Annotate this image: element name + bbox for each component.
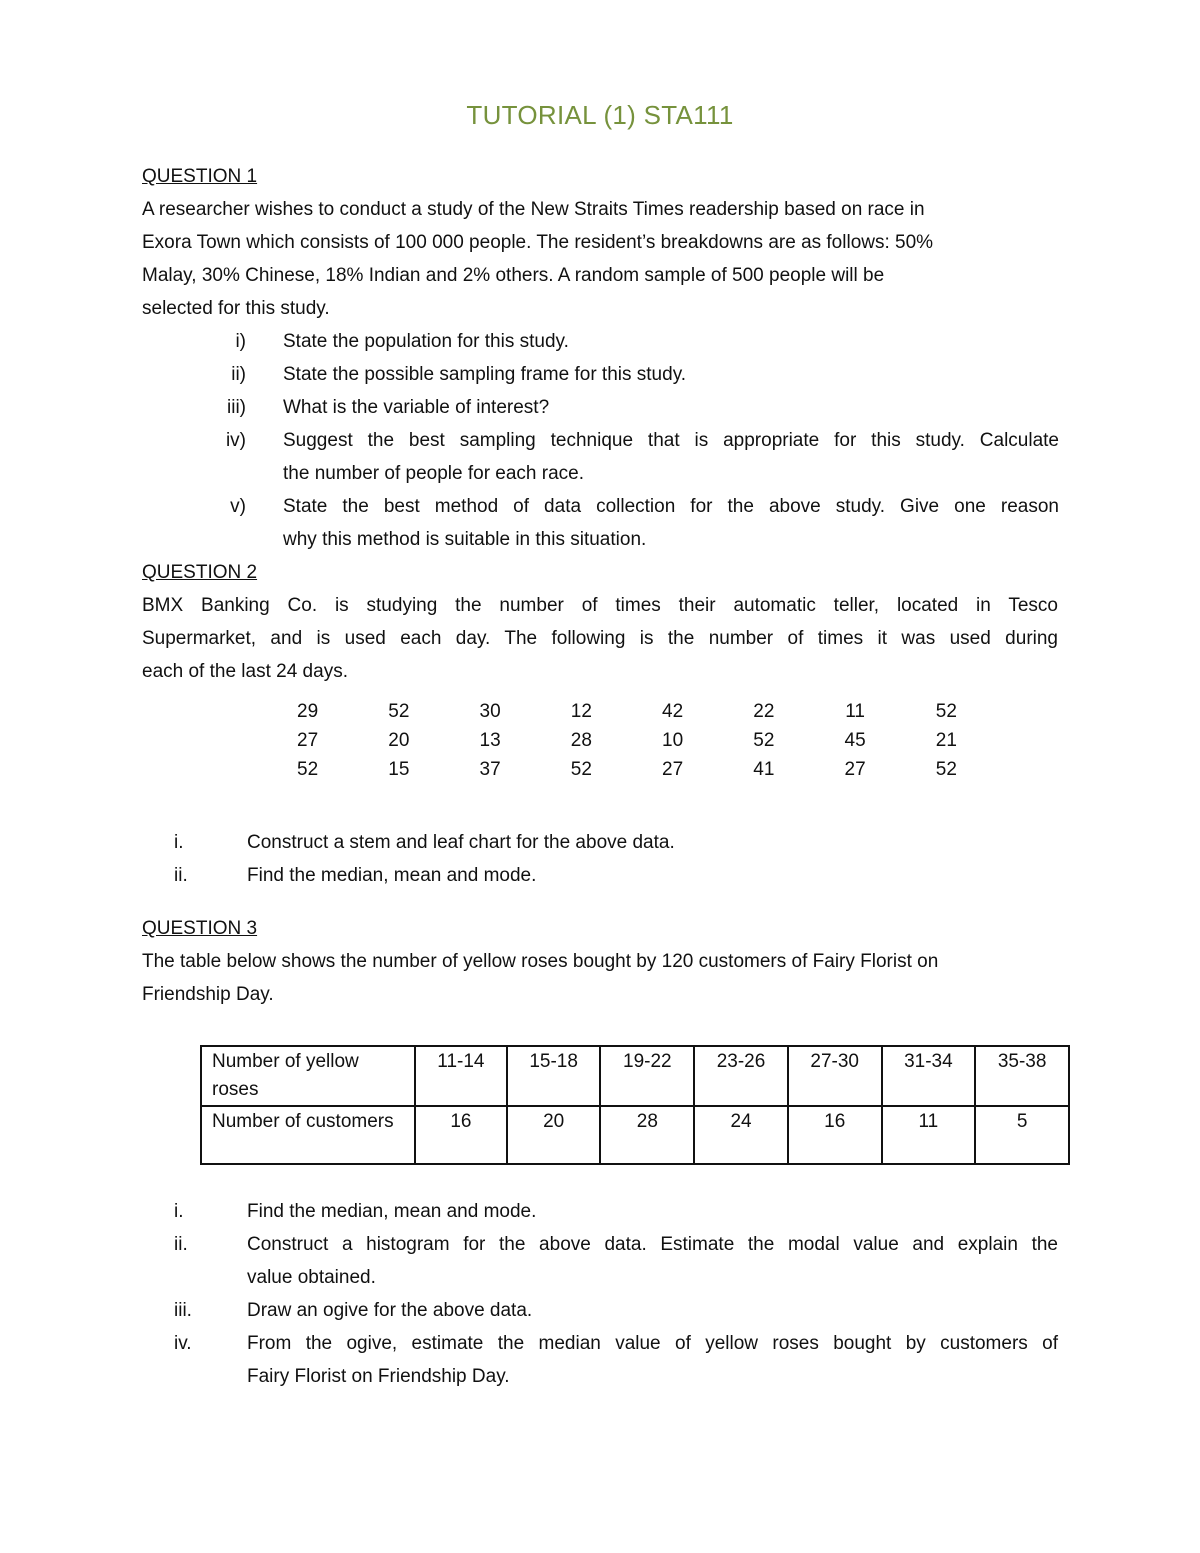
data-cell: 13 [479,730,501,751]
data-row [262,726,992,755]
question-3-text [142,945,1058,1011]
q1-item-text: State the possible sampling frame for this study. [283,364,687,385]
data-cell: 30 [479,701,501,722]
data-cell: 52 [935,701,957,722]
data-cell: 52 [388,701,410,722]
data-cell: 15 [388,759,410,780]
q3-item-number: ii. [174,1234,188,1255]
table-row-header: Number of yellow roses [201,1046,415,1106]
data-cell: 52 [935,759,957,780]
q1-item-text: State the best method of data collection for the above study. Give one reason [283,496,1059,517]
question-3-line: The table below shows the number of yellow roses bought by 120 customers of Fairy Florist on [142,951,939,972]
data-cell: 12 [570,701,592,722]
data-cell: 52 [297,759,319,780]
data-cell: 42 [662,701,684,722]
data-cell: 41 [753,759,775,780]
data-cell: 20 [388,730,410,751]
frequency-table [200,1045,1070,1165]
table-cell: 19-22 [600,1046,694,1106]
q3-item-text: Draw an ogive for the above data. [247,1300,533,1321]
q2-item-text: Construct a stem and leaf chart for the above data. [247,832,675,853]
table-cell: 31-34 [882,1046,976,1106]
table-cell: 16 [788,1106,882,1164]
q1-item-text: Suggest the best sampling technique that is appropriate for this study. Calculate [283,430,1059,451]
q3-item-number: iii. [174,1300,192,1321]
question-1-line: A researcher wishes to conduct a study of the New Straits Times readership based on race in [142,199,925,220]
table-cell: 5 [975,1106,1069,1164]
q1-item-number: iv) [225,430,246,451]
data-cell: 27 [662,759,684,780]
data-cell: 21 [935,730,957,751]
data-cell: 52 [570,759,592,780]
data-cell: 22 [753,701,775,722]
question-2-line: BMX Banking Co. is studying the number of times their automatic teller, located in Tesco [142,595,1058,616]
data-cell: 11 [845,701,865,722]
question-3-heading: QUESTION 3 [142,918,258,939]
table-row-header: Number of customers [201,1106,415,1164]
data-cell: 10 [662,730,684,751]
q3-item-text: Find the median, mean and mode. [247,1201,537,1222]
question-3-line: Friendship Day. [142,984,274,1005]
q1-item-number: iii) [227,397,246,418]
table-cell: 11 [882,1106,976,1164]
table-cell: 28 [600,1106,694,1164]
table-cell: 20 [507,1106,601,1164]
q1-item-text: why this method is suitable in this situation. [283,529,647,550]
data-cell: 28 [570,730,592,751]
q2-item-number: ii. [174,865,188,886]
data-row [262,697,992,726]
q3-item-number: iv. [174,1333,192,1354]
page-title: TUTORIAL (1) STA111 [466,100,734,130]
table-cell: 23-26 [694,1046,788,1106]
data-cell: 29 [297,701,319,722]
q3-item-text: From the ogive, estimate the median value of yellow roses bought by customers of [247,1333,1058,1354]
q3-item-text: Fairy Florist on Friendship Day. [247,1366,510,1387]
data-cell: 52 [753,730,775,751]
q1-item-text: What is the variable of interest? [283,397,550,418]
table-cell: 35-38 [975,1046,1069,1106]
table-cell: 11-14 [415,1046,507,1106]
data-row [262,755,992,784]
q3-item-number: i. [174,1201,184,1222]
table-cell: 15-18 [507,1046,601,1106]
table-row [201,1046,1069,1106]
q2-item-text: Find the median, mean and mode. [247,865,537,886]
question-2-heading: QUESTION 2 [142,562,258,583]
table-row [201,1106,1069,1164]
question-1-heading: QUESTION 1 [142,166,258,187]
q3-item-text: Construct a histogram for the above data. Estimate the modal value and explain the [247,1234,1058,1255]
q1-item-text: State the population for this study. [283,331,569,352]
q3-item-text: value obtained. [247,1267,376,1288]
question-1-line: Malay, 30% Chinese, 18% Indian and 2% others. A random sample of 500 people will be [142,265,885,286]
data-cell: 37 [479,759,501,780]
data-cell: 27 [297,730,319,751]
question-1-line: selected for this study. [142,298,330,319]
table-cell: 16 [415,1106,507,1164]
question-1-line: Exora Town which consists of 100 000 people. The resident’s breakdowns are as follows: 50% [142,232,934,253]
q2-item-number: i. [174,832,184,853]
usage-data-grid [262,697,992,784]
data-cell: 45 [844,730,866,751]
q1-item-number: v) [230,496,246,517]
q1-item-number: ii) [231,364,246,385]
question-2-line: Supermarket, and is used each day. The following is the number of times it was used during [142,628,1058,649]
question-2-text [142,589,1058,688]
table-cell: 24 [694,1106,788,1164]
data-cell: 27 [844,759,866,780]
question-1-text [142,193,1058,325]
question-2-line: each of the last 24 days. [142,661,348,682]
table-cell: 27-30 [788,1046,882,1106]
q1-item-text: the number of people for each race. [283,463,585,484]
q1-item-number: i) [235,331,246,352]
